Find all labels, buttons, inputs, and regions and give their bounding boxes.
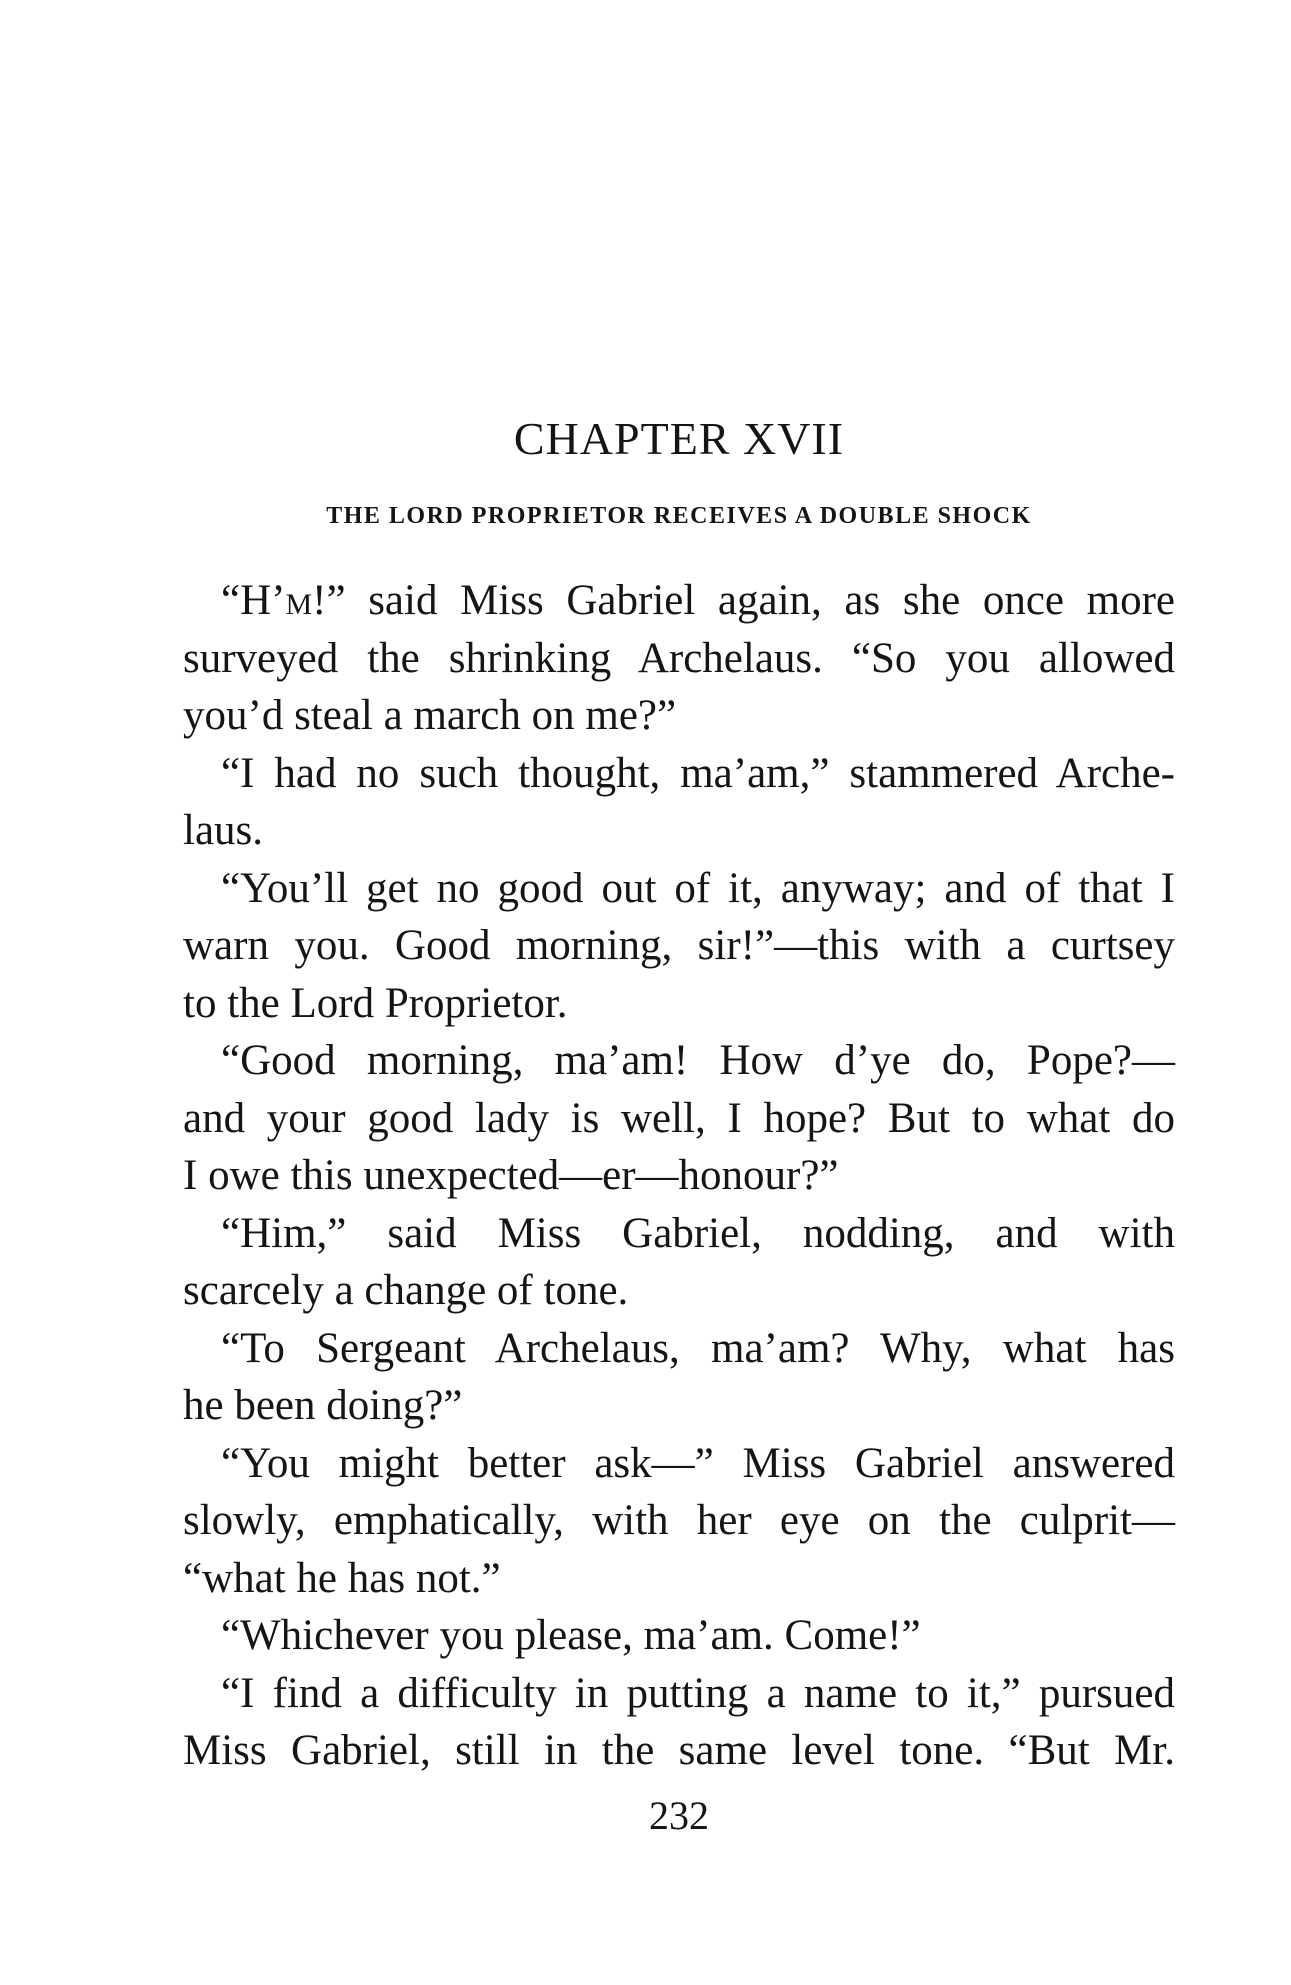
chapter-title: CHAPTER XVII [513,413,845,464]
text-line: “I find a difficulty in putting a name to it,” pursued [221,1669,1175,1717]
text-line: he been doing?” [183,1382,463,1429]
page-number: 232 [649,1793,709,1838]
text-line [183,572,1175,630]
text-line: Miss Gabriel, still in the same level tone. “But Mr. [183,1727,1175,1774]
text-line: to the Lord Proprietor. [183,979,568,1027]
text-line: “Whichever you please, ma’am. Come!” [221,1612,921,1659]
text-line: scarcely a change of tone. [183,1267,629,1314]
text-line: surveyed the shrinking Archelaus. “So you allowed [183,634,1175,682]
text-line: “what he has not.” [183,1554,501,1602]
text-line-rest: !” said Miss Gabriel again, as she once more [312,577,1175,624]
text-line: “You’ll get no good out of it, anyway; and of that I [221,864,1175,912]
book-page [183,0,1175,1985]
text-line: warn you. Good morning, sir!”—this with a curtsey [183,922,1175,969]
text-line: “You might better ask—” Miss Gabriel answered [221,1439,1175,1487]
text-line: you’d steal a march on me?” [183,692,677,739]
text-line-open-quote: “ [221,577,241,624]
chapter-subtitle: THE LORD PROPRIETOR RECEIVES A DOUBLE SHOCK [326,503,1032,529]
text-line: laus. [183,807,264,854]
text-line: and your good lady is well, I hope? But to what do [183,1094,1175,1142]
text-line-small-caps: H’m [240,577,313,624]
text-line: “To Sergeant Archelaus, ma’am? Why, what has [221,1324,1175,1372]
text-line: “Good morning, ma’am! How d’ye do, Pope?— [221,1037,1175,1084]
body-text [183,572,1175,1780]
text-line: slowly, emphatically, with her eye on the culprit— [183,1497,1175,1544]
text-line: I owe this unexpected—er—honour?” [183,1152,839,1199]
text-line: “I had no such thought, ma’am,” stammered Arche- [221,749,1175,797]
text-line: “Him,” said Miss Gabriel, nodding, and with [221,1209,1175,1257]
